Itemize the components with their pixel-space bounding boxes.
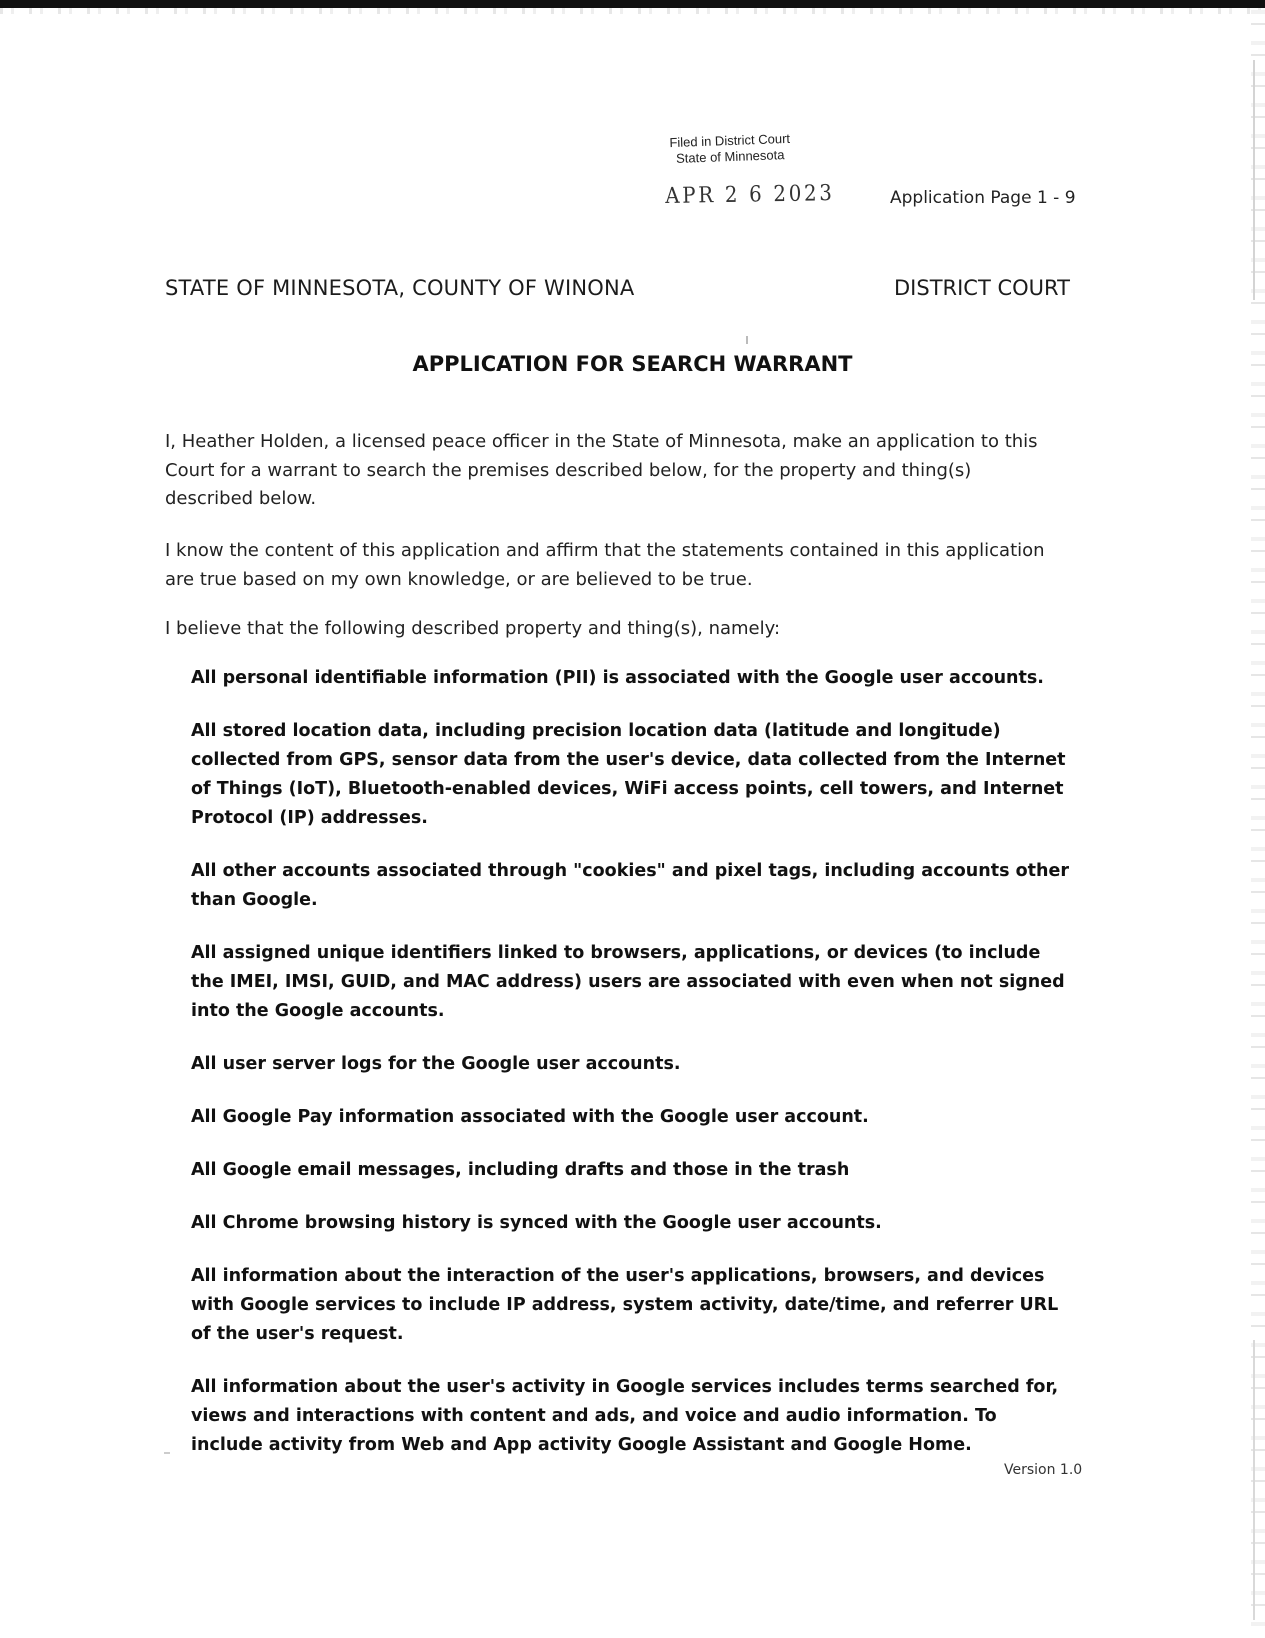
version-label: Version 1.0: [1004, 1462, 1083, 1478]
property-item: All assigned unique identifiers linked to browsers, applications, or devices (to include the IMEI, IMSI, GUID, and MAC address) users are associated with even when not signed into the Google accounts.: [191, 943, 1065, 1021]
stamp-date: APR 2 6 2023: [665, 181, 835, 209]
property-intro-paragraph: I believe that the following described property and thing(s), namely:: [165, 618, 781, 639]
page-reference: Application Page 1 - 9: [890, 188, 1076, 208]
property-item: All information about the user's activity in Google services includes terms searched for, views and interactions with content and ads, and voice and audio information. To include activity from Web and App activity Google Assistant and Google Home.: [191, 1377, 1059, 1455]
scan-speck: [746, 336, 748, 344]
intro-paragraph: I, Heather Holden, a licensed peace officer in the State of Minnesota, make an application to this Court for a warrant to search the premises described below, for the property and thing(s) described below.: [165, 431, 1038, 509]
stamp-court-line: Filed in District Court: [669, 130, 791, 151]
jurisdiction-heading: STATE OF MINNESOTA, COUNTY OF WINONA: [165, 276, 635, 300]
property-item: All Google email messages, including drafts and those in the trash: [191, 1160, 850, 1180]
affirmation-paragraph: I know the content of this application and affirm that the statements contained in this application are true based on my own knowledge, or are believed to be true.: [165, 540, 1045, 590]
scan-speck: [164, 1452, 170, 1454]
property-list: [191, 664, 1071, 1484]
property-item: All Chrome browsing history is synced with the Google user accounts.: [191, 1213, 882, 1233]
property-item: All personal identifiable information (PII) is associated with the Google user accounts.: [191, 668, 1044, 688]
property-item: All Google Pay information associated with the Google user account.: [191, 1107, 869, 1127]
property-item: All stored location data, including precision location data (latitude and longitude) collected from GPS, sensor data from the user's device, data collected from the Internet of Things (IoT), Bluetooth-enabled devices, WiFi access points, cell towers, and Internet Protocol (IP) addresses.: [191, 721, 1066, 828]
court-heading: DISTRICT COURT: [894, 276, 1070, 300]
scan-right-line-lower: [1253, 1340, 1255, 1620]
property-item: All other accounts associated through "cookies" and pixel tags, including accounts other than Google.: [191, 861, 1069, 910]
scan-right-line: [1253, 60, 1255, 300]
scan-noise-strip: [0, 8, 1265, 14]
scan-top-border: [0, 0, 1265, 8]
property-item: All information about the interaction of the user's applications, browsers, and devices with Google services to include IP address, system activity, date/time, and referrer URL of the user's request.: [191, 1266, 1059, 1344]
filed-stamp: [639, 130, 820, 168]
document-title: APPLICATION FOR SEARCH WARRANT: [412, 352, 853, 376]
property-item: All user server logs for the Google user accounts.: [191, 1054, 681, 1074]
stamp-state-line: State of Minnesota: [675, 147, 785, 166]
